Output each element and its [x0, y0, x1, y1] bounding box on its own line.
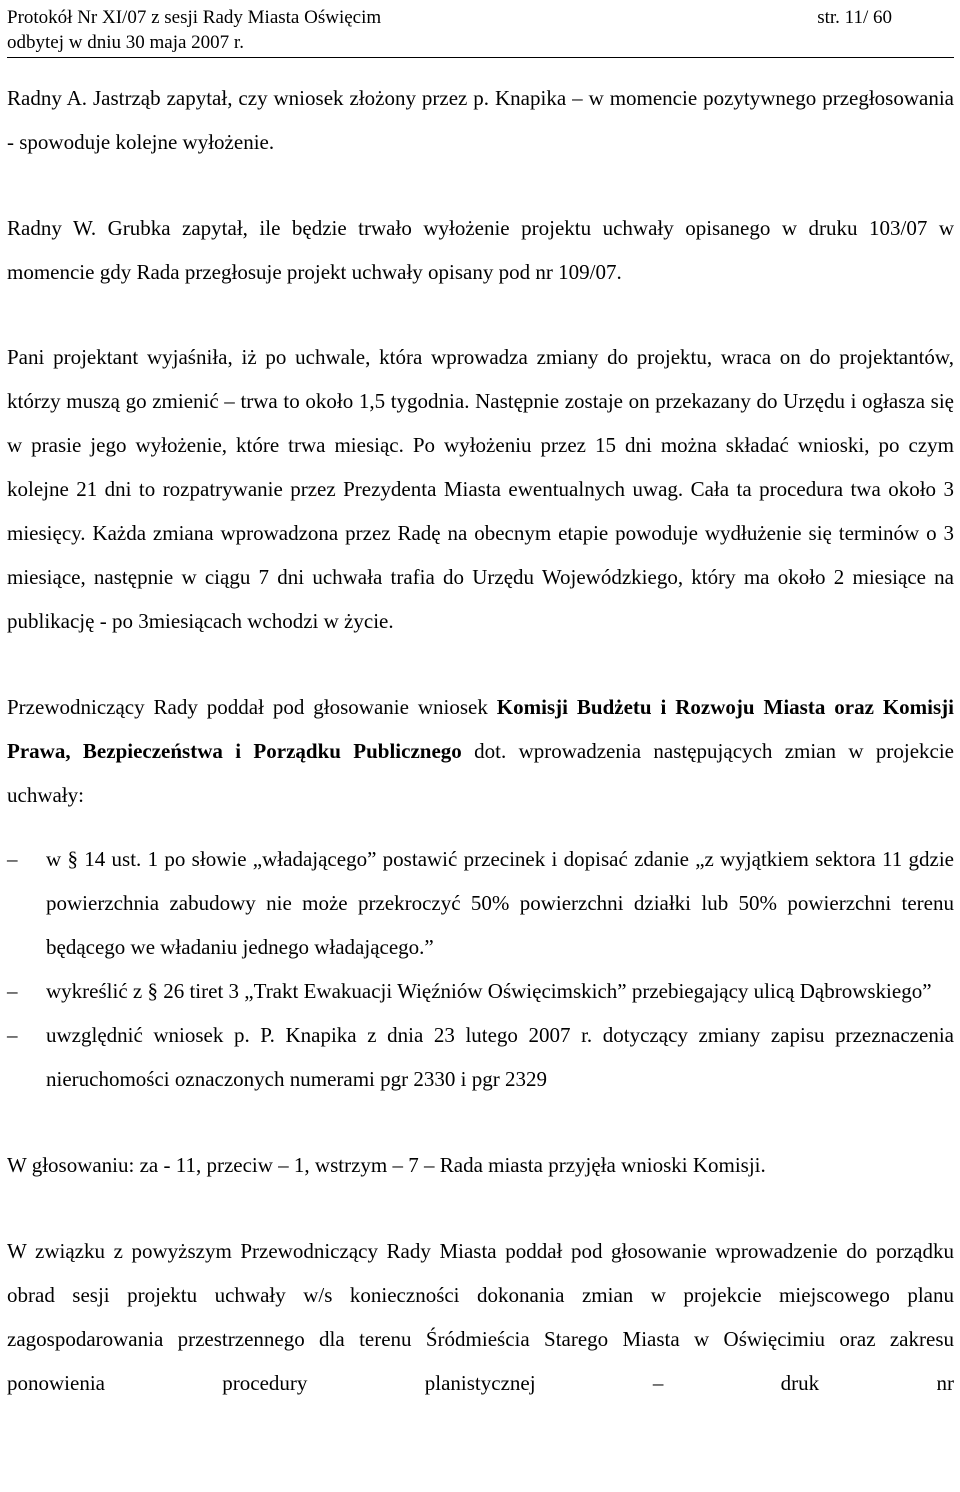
motion-text-after: dot. wprowadzenia następujących zmian w projekcie uchwały: — [7, 739, 955, 807]
page-header — [7, 0, 954, 58]
list-item — [7, 969, 954, 1013]
list-bullet: – — [7, 847, 18, 871]
paragraph-vote-result: W głosowaniu: za - 11, przeciw – 1, wstrzym – 7 – Rada miasta przyjęła wnioski Komisji. — [7, 1153, 766, 1177]
paragraph-grubka: Radny W. Grubka zapytał, ile będzie trwało wyłożenie projektu uchwały opisanego w druku 103/07 w momencie gdy Rada przegłosuje projekt uchwały opisany pod nr 109/07. — [7, 216, 954, 284]
list-item-text: wykreślić z § 26 tiret 3 „Trakt Ewakuacji Więźniów Oświęcimskich” przebiegający ulicą Dąbrowskiego” — [46, 979, 932, 1003]
list-item-text: uwzględnić wniosek p. P. Knapika z dnia 23 lutego 2007 r. dotyczący zmiany zapisu przeznaczenia nieruchomości oznaczonych numerami pgr 2330 i pgr 2329 — [46, 1023, 954, 1091]
amendments-list — [7, 837, 954, 1101]
header-page-number: str. 11/ 60 — [817, 7, 892, 28]
header-date: odbytej w dniu 30 maja 2007 r. — [7, 32, 244, 53]
list-item — [7, 1013, 954, 1101]
paragraph-projektant: Pani projektant wyjaśniła, iż po uchwale, która wprowadza zmiany do projektu, wraca on do projektantów, którzy muszą go zmienić – trwa to około 1,5 tygodnia. Następnie zostaje on przekazany do Urzędu i ogłasza się w prasie jego wyłożenie, które trwa miesiąc. Po wyłożeniu przez 15 dni można składać wnioski, po czym kolejne 21 dni to rozpatrywanie przez Prezydenta Miasta ewentualnych uwag. Cała ta procedura twa około 3 miesięcy. Każda zmiana wprowadzona przez Radę na obecnym etapie powoduje wydłużenie się terminów o 3 miesiące, następnie w ciągu 7 dni uchwała trafia do Urzędu Wojewódzkiego, który ma około 2 miesiące na publikację - po 3miesiącach wchodzi w życie. — [7, 345, 954, 633]
header-line-1 — [7, 5, 954, 30]
paragraph-agenda: W związku z powyższym Przewodniczący Rady Miasta poddał pod głosowanie wprowadzenie do porządku obrad sesji projektu uchwały w/s konieczności dokonania zmian w projekcie miejscowego planu zagospodarowania przestrzennego dla terenu Śródmieścia Starego Miasta w Oświęcimiu oraz zakresu ponowienia procedury planistycznej – druk nr — [7, 1239, 954, 1395]
motion-committees: Komisji Budżetu i Rozwoju Miasta oraz Komisji Prawa, Bezpieczeństwa i Porządku Publicznego — [7, 695, 954, 763]
motion-text-before: Przewodniczący Rady poddał pod głosowanie wniosek — [7, 695, 497, 719]
header-title: Protokół Nr XI/07 z sesji Rady Miasta Oświęcim — [7, 7, 382, 28]
list-bullet: – — [7, 979, 18, 1003]
list-item-text: w § 14 ust. 1 po słowie „władającego” postawić przecinek i dopisać zdanie „z wyjątkiem sektora 11 gdzie powierzchnia zabudowy nie może przekroczyć 50% powierzchni działki lub 50% powierzchni terenu będącego we władaniu jednego władającego.” — [46, 847, 954, 959]
paragraph-vote-motion — [7, 685, 954, 817]
list-bullet: – — [7, 1023, 18, 1047]
paragraph-jastrzab: Radny A. Jastrząb zapytał, czy wniosek złożony przez p. Knapika – w momencie pozytywnego przegłosowania - spowoduje kolejne wyłożenie. — [7, 86, 954, 154]
list-item — [7, 837, 954, 969]
